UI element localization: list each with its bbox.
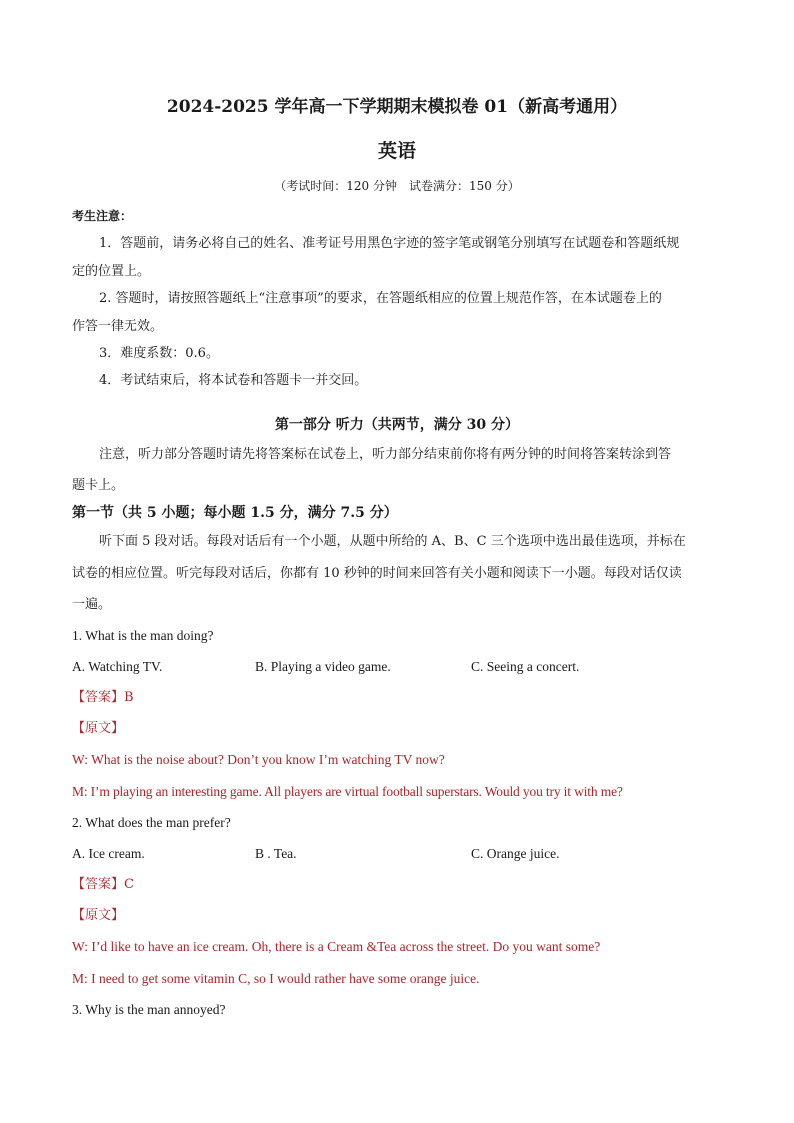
question-2-option-b: B . Tea.: [255, 846, 297, 861]
notice-item-2-line-2: 作答一律无效。: [72, 319, 164, 334]
question-3-stem: 3. Why is the man annoyed?: [72, 1002, 226, 1017]
question-1-source-label: 【原文】: [72, 721, 125, 736]
question-2-option-a: A. Ice cream.: [72, 846, 145, 861]
question-1-script-line-1: W: What is the noise about? Don’t you know I’m watching TV now?: [72, 752, 445, 767]
question-2-script-line-2: M: I need to get some vitamin C, so I would rather have some orange juice.: [72, 971, 480, 986]
notice-item-1-line-1: 1．答题前，请务必将自己的姓名、准考证号用黑色字迹的签字笔或钢笔分别填写在试题卷和答题纸规: [99, 236, 680, 251]
section1-heading: 第一节（共 5 小题；每小题 1.5 分，满分 7.5 分）: [72, 505, 398, 521]
exam-info: （考试时间：120 分钟 试卷满分：150 分）: [274, 179, 520, 193]
question-1-option-c: C. Seeing a concert.: [471, 659, 580, 674]
question-1-option-a: A. Watching TV.: [72, 659, 163, 674]
notice-item-3: 3．难度系数：0.6。: [99, 346, 219, 361]
section1-instructions-line-3: 一遍。: [72, 597, 112, 612]
question-2-stem: 2. What does the man prefer?: [72, 815, 231, 830]
question-1-script-line-2: M: I’m playing an interesting game. All players are virtual football superstars. Would you try it with me?: [72, 784, 623, 799]
question-2-source-label: 【原文】: [72, 908, 125, 923]
section1-instructions-line-2: 试卷的相应位置。听完每段对话后，你都有 10 秒钟的时间来回答有关小题和阅读下一小题。每段对话仅读: [72, 566, 682, 581]
question-2-script-line-1: W: I’d like to have an ice cream. Oh, there is a Cream &Tea across the street. Do you want some?: [72, 939, 601, 954]
question-2-option-c: C. Orange juice.: [471, 846, 560, 861]
question-1-option-b: B. Playing a video game.: [255, 659, 391, 674]
notice-heading: 考生注意：: [72, 209, 133, 223]
notice-item-2-line-1: 2. 答题时，请按照答题纸上“注意事项”的要求，在答题纸相应的位置上规范作答，在本试题卷上的: [99, 291, 662, 306]
part1-note-line-2: 题卡上。: [72, 478, 125, 493]
question-2-answer: 【答案】C: [72, 877, 134, 892]
notice-item-4: 4．考试结束后，将本试卷和答题卡一并交回。: [99, 373, 368, 388]
section1-instructions-line-1: 听下面 5 段对话。每段对话后有一个小题，从题中所给的 A、B、C 三个选项中选出最佳选项，并标在: [99, 534, 686, 549]
part1-note-line-1: 注意，听力部分答题时请先将答案标在试卷上，听力部分结束前你将有两分钟的时间将答案转涂到答: [99, 447, 672, 462]
question-1-stem: 1. What is the man doing?: [72, 628, 214, 643]
exam-title: 2024-2025 学年高一下学期期末模拟卷 01（新高考通用）: [166, 97, 628, 117]
question-1-answer: 【答案】B: [72, 690, 134, 705]
notice-item-1-line-2: 定的位置上。: [72, 264, 151, 279]
part1-heading: 第一部分 听力（共两节，满分 30 分）: [274, 417, 520, 433]
subject-title: 英语: [377, 140, 416, 162]
